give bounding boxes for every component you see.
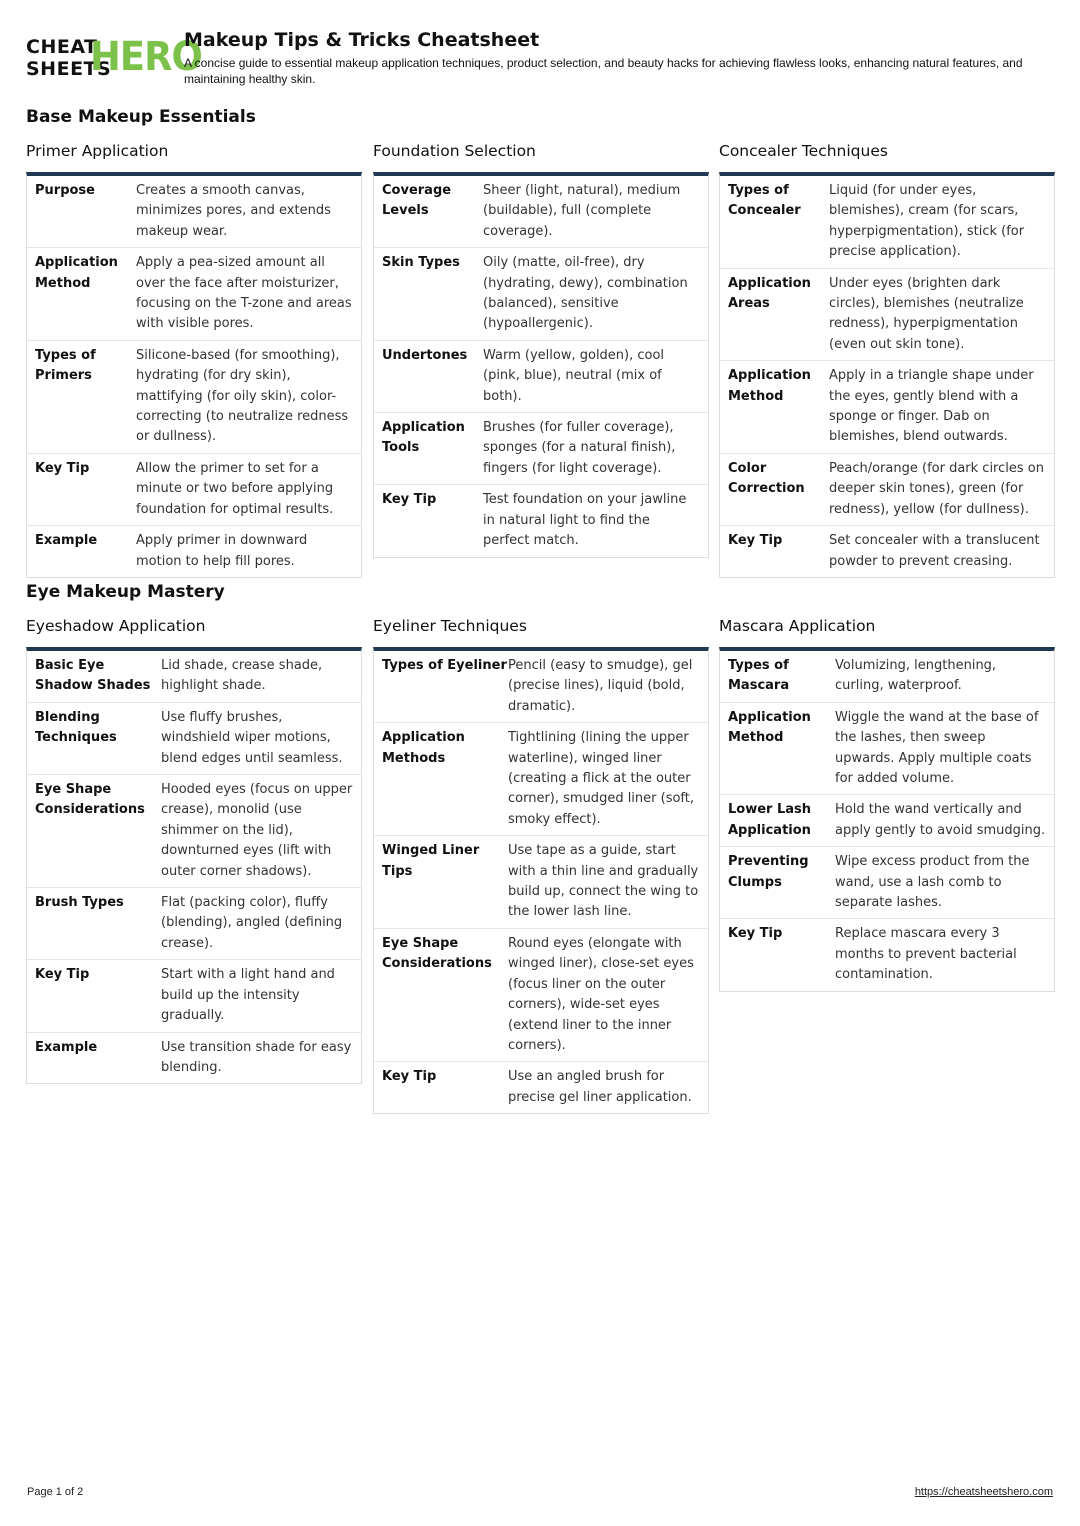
row-value: Warm (yellow, golden), cool (pink, blue), neutral (mix of both). <box>483 347 665 404</box>
row-value: Apply in a triangle shape under the eyes, gently blend with a sponge or finger. Dab on blemishes, blend outwards. <box>829 368 1034 445</box>
row-value: Lid shade, crease shade, highlight shade. <box>161 658 323 694</box>
row-value: Under eyes (brighten dark circles), blemishes (neutralize redness), hyperpigmentation (even out skin tone). <box>829 275 1024 352</box>
table-row <box>720 176 1054 269</box>
row-key: Basic Eye Shadow Shades <box>35 658 151 694</box>
column-title: Eyeshadow Application <box>26 617 206 635</box>
column-title: Eyeliner Techniques <box>373 617 527 635</box>
row-value: Volumizing, lengthening, curling, waterproof. <box>835 658 997 694</box>
row-value: Sheer (light, natural), medium (buildable), full (complete coverage). <box>483 183 681 239</box>
row-value: Brushes (for fuller coverage), sponges (for a natural finish), fingers (for light coverage). <box>483 420 676 476</box>
table-row <box>27 775 361 888</box>
column-title: Foundation Selection <box>373 142 536 160</box>
table-row <box>27 526 361 577</box>
info-card <box>373 172 709 558</box>
column-concealer-techniques <box>719 140 1055 578</box>
row-value: Use fluffy brushes, windshield wiper motions, blend edges until seamless. <box>161 709 343 766</box>
row-key: Example <box>35 1039 98 1055</box>
row-key: Application Method <box>728 709 811 746</box>
column-mascara-application <box>719 615 1055 992</box>
row-key: Eye Shape Considerations <box>35 782 145 818</box>
row-value: Liquid (for under eyes, blemishes), cream (for scars, hyperpigmentation), stick (for precise application). <box>829 183 1025 260</box>
table-row <box>374 341 708 413</box>
row-key: Color Correction <box>728 460 805 497</box>
row-key: Types of Eyeliner <box>382 658 507 673</box>
table-row <box>720 269 1054 362</box>
row-value: Start with a light hand and build up the intensity gradually. <box>161 967 335 1024</box>
page-subtitle: A concise guide to essential makeup application techniques, product selection, and beauty hacks for achieving flawless looks, enhancing natural features, and maintaining healthy skin. <box>184 56 1023 86</box>
row-value: Allow the primer to set for a minute or two before applying foundation for optimal results. <box>136 460 334 517</box>
table-row <box>27 651 361 703</box>
table-row <box>374 413 708 485</box>
row-key: Brush Types <box>35 895 124 911</box>
row-value: Test foundation on your jawline in natural light to find the perfect match. <box>483 492 687 549</box>
column-eyeliner-techniques <box>373 615 709 1114</box>
table-row <box>720 454 1054 526</box>
table-row <box>374 1062 708 1113</box>
row-key: Types of Concealer <box>728 183 801 219</box>
table-row <box>27 1033 361 1084</box>
row-key: Application Methods <box>382 730 465 766</box>
table-row <box>720 919 1054 990</box>
table-row <box>374 485 708 556</box>
table-row <box>374 176 708 248</box>
row-key: Key Tip <box>382 1069 437 1085</box>
row-value: Wiggle the wand at the base of the lashes, then sweep upwards. Apply multiple coats for added volume. <box>835 709 1039 787</box>
row-key: Application Method <box>35 255 118 291</box>
row-key: Key Tip <box>728 533 783 549</box>
row-value: Apply a pea-sized amount all over the face after moisturizer, focusing on the T-zone and areas with visible pores. <box>136 255 352 332</box>
row-key: Application Areas <box>728 275 811 312</box>
row-key: Key Tip <box>35 967 90 983</box>
table-row <box>27 888 361 960</box>
column-foundation-selection <box>373 140 709 558</box>
row-key: Example <box>35 533 98 549</box>
row-key: Purpose <box>35 183 95 198</box>
column-title: Concealer Techniques <box>719 142 888 160</box>
section-title-base-makeup: Base Makeup Essentials <box>26 107 256 127</box>
info-card <box>373 647 709 1114</box>
row-key: Undertones <box>382 347 468 363</box>
table-row <box>720 847 1054 919</box>
logo-line-2: SHEETS <box>26 58 112 80</box>
info-card <box>719 172 1055 578</box>
table-row <box>374 651 708 723</box>
table-row <box>27 248 361 341</box>
info-card <box>26 172 362 578</box>
row-key: Preventing Clumps <box>728 854 809 890</box>
row-key: Types of Primers <box>35 347 96 384</box>
row-key: Application Method <box>728 368 811 404</box>
column-title: Mascara Application <box>719 617 876 635</box>
row-value: Tightlining (lining the upper waterline), winged liner (creating a flick at the outer corner), smudged liner (soft, smoky effect). <box>508 730 695 827</box>
page-header <box>26 28 1056 98</box>
table-row <box>374 248 708 341</box>
table-row <box>27 960 361 1032</box>
row-value: Apply primer in downward motion to help fill pores. <box>136 533 308 569</box>
column-title: Primer Application <box>26 142 169 160</box>
row-value: Creates a smooth canvas, minimizes pores, and extends makeup wear. <box>136 183 331 239</box>
table-row <box>720 361 1054 454</box>
row-key: Application Tools <box>382 420 465 456</box>
row-value: Use tape as a guide, start with a thin line and gradually build up, connect the wing to the lower lash line. <box>508 843 699 920</box>
row-value: Oily (matte, oil-free), dry (hydrating, dewy), combination (balanced), sensitive (hypoallergenic). <box>483 255 688 332</box>
table-row <box>720 526 1054 577</box>
info-card <box>26 647 362 1084</box>
table-row <box>374 929 708 1062</box>
row-key: Winged Liner Tips <box>382 843 480 879</box>
row-key: Eye Shape Considerations <box>382 935 492 972</box>
site-link[interactable]: https://cheatsheetshero.com <box>914 1486 1053 1498</box>
table-row <box>27 341 361 454</box>
row-value: Pencil (easy to smudge), gel (precise lines), liquid (bold, dramatic). <box>508 658 693 714</box>
row-value: Wipe excess product from the wand, use a lash comb to separate lashes. <box>835 854 1030 911</box>
table-row <box>27 703 361 775</box>
column-primer-application <box>26 140 362 578</box>
row-value: Set concealer with a translucent powder to prevent creasing. <box>829 533 1040 569</box>
title-block <box>184 28 1054 87</box>
page-title: Makeup Tips & Tricks Cheatsheet <box>184 29 540 51</box>
row-value: Use transition shade for easy blending. <box>161 1039 352 1075</box>
row-key: Key Tip <box>382 492 437 508</box>
row-value: Hold the wand vertically and apply gently to avoid smudging. <box>835 802 1046 838</box>
section-title-eye-makeup: Eye Makeup Mastery <box>26 582 225 602</box>
cheatsheets-hero-logo[interactable] <box>26 34 202 84</box>
table-row <box>27 454 361 526</box>
row-key: Blending Techniques <box>35 709 117 746</box>
table-row <box>720 703 1054 796</box>
row-key: Coverage Levels <box>382 183 452 219</box>
row-value: Hooded eyes (focus on upper crease), monolid (use shimmer on the lid), downturned eyes (lift with outer corner shadows). <box>161 782 353 879</box>
row-key: Key Tip <box>35 460 90 476</box>
row-value: Silicone-based (for smoothing), hydrating (for dry skin), mattifying (for oily skin), color-correcting (to neutralize redness or dullness). <box>136 347 349 445</box>
column-eyeshadow-application <box>26 615 362 1084</box>
row-value: Peach/orange (for dark circles on deeper skin tones), green (for redness), yellow (for dullness). <box>829 460 1044 517</box>
table-row <box>720 651 1054 703</box>
row-value: Round eyes (elongate with winged liner), close-set eyes (focus liner on the outer corners), wide-set eyes (extend liner to the inner corners). <box>508 935 694 1053</box>
page-number: Page 1 of 2 <box>27 1486 84 1498</box>
table-row <box>374 836 708 929</box>
row-key: Skin Types <box>382 255 460 271</box>
info-card <box>719 647 1055 992</box>
logo-hero: HERO <box>90 34 202 80</box>
row-value: Replace mascara every 3 months to prevent bacterial contamination. <box>835 926 1017 983</box>
row-value: Use an angled brush for precise gel liner application. <box>508 1069 692 1105</box>
table-row <box>374 723 708 836</box>
row-key: Key Tip <box>728 926 783 942</box>
table-row <box>27 176 361 248</box>
row-key: Lower Lash Application <box>728 802 812 838</box>
table-row <box>720 795 1054 847</box>
row-value: Flat (packing color), fluffy (blending), angled (defining crease). <box>161 895 343 951</box>
logo-line-1: CHEAT <box>26 36 98 58</box>
row-key: Types of Mascara <box>728 658 790 694</box>
